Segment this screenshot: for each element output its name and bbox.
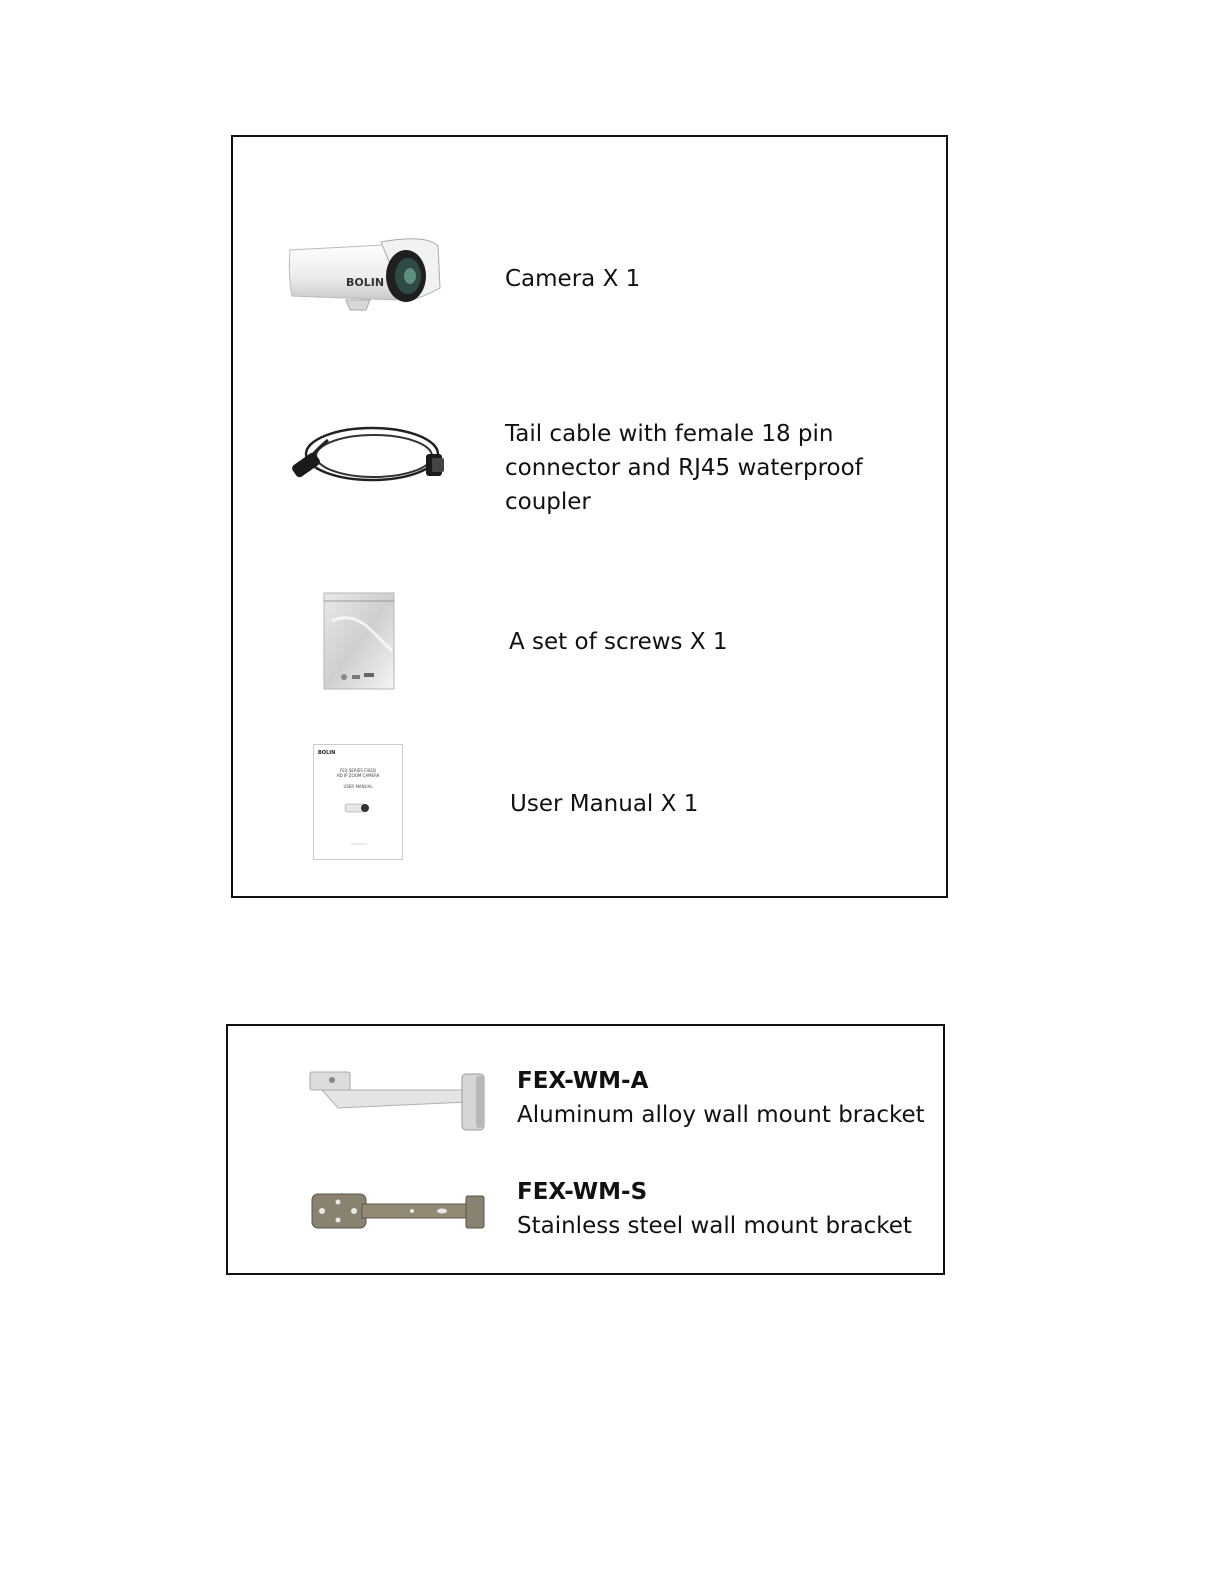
item-camera-label: Camera X 1 [505,266,641,292]
camera-brand: BOLIN [346,276,385,289]
camera-icon [286,236,446,316]
tail-cable-icon [288,418,448,498]
accessory-aluminum-description: Aluminum alloy wall mount bracket [517,1102,925,1128]
manual-line-1: FEX SERIES FIXED [339,768,377,773]
accessory-steel [517,1175,912,1243]
accessory-steel-model: FEX-WM-S [517,1179,648,1205]
item-tail-cable-line-3: coupler [505,489,591,515]
manual-line-3: USER MANUAL [343,784,373,789]
item-screws-label: A set of screws X 1 [509,629,728,655]
steel-bracket-icon [308,1188,488,1234]
screw-bag-icon [322,591,396,691]
item-manual-label: User Manual X 1 [510,791,699,817]
item-tail-cable-label [505,417,863,519]
item-tail-cable-line-2: connector and RJ45 waterproof [505,455,863,481]
manual-line-2: HD IP ZOOM CAMERA [336,773,380,778]
manual-brand: BOLIN [318,750,336,756]
user-manual-icon [313,744,403,860]
accessory-aluminum [517,1064,925,1132]
accessory-steel-description: Stainless steel wall mount bracket [517,1213,912,1239]
aluminum-bracket-icon [308,1068,488,1132]
item-tail-cable-line-1: Tail cable with female 18 pin [505,421,834,447]
accessory-aluminum-model: FEX-WM-A [517,1068,649,1094]
